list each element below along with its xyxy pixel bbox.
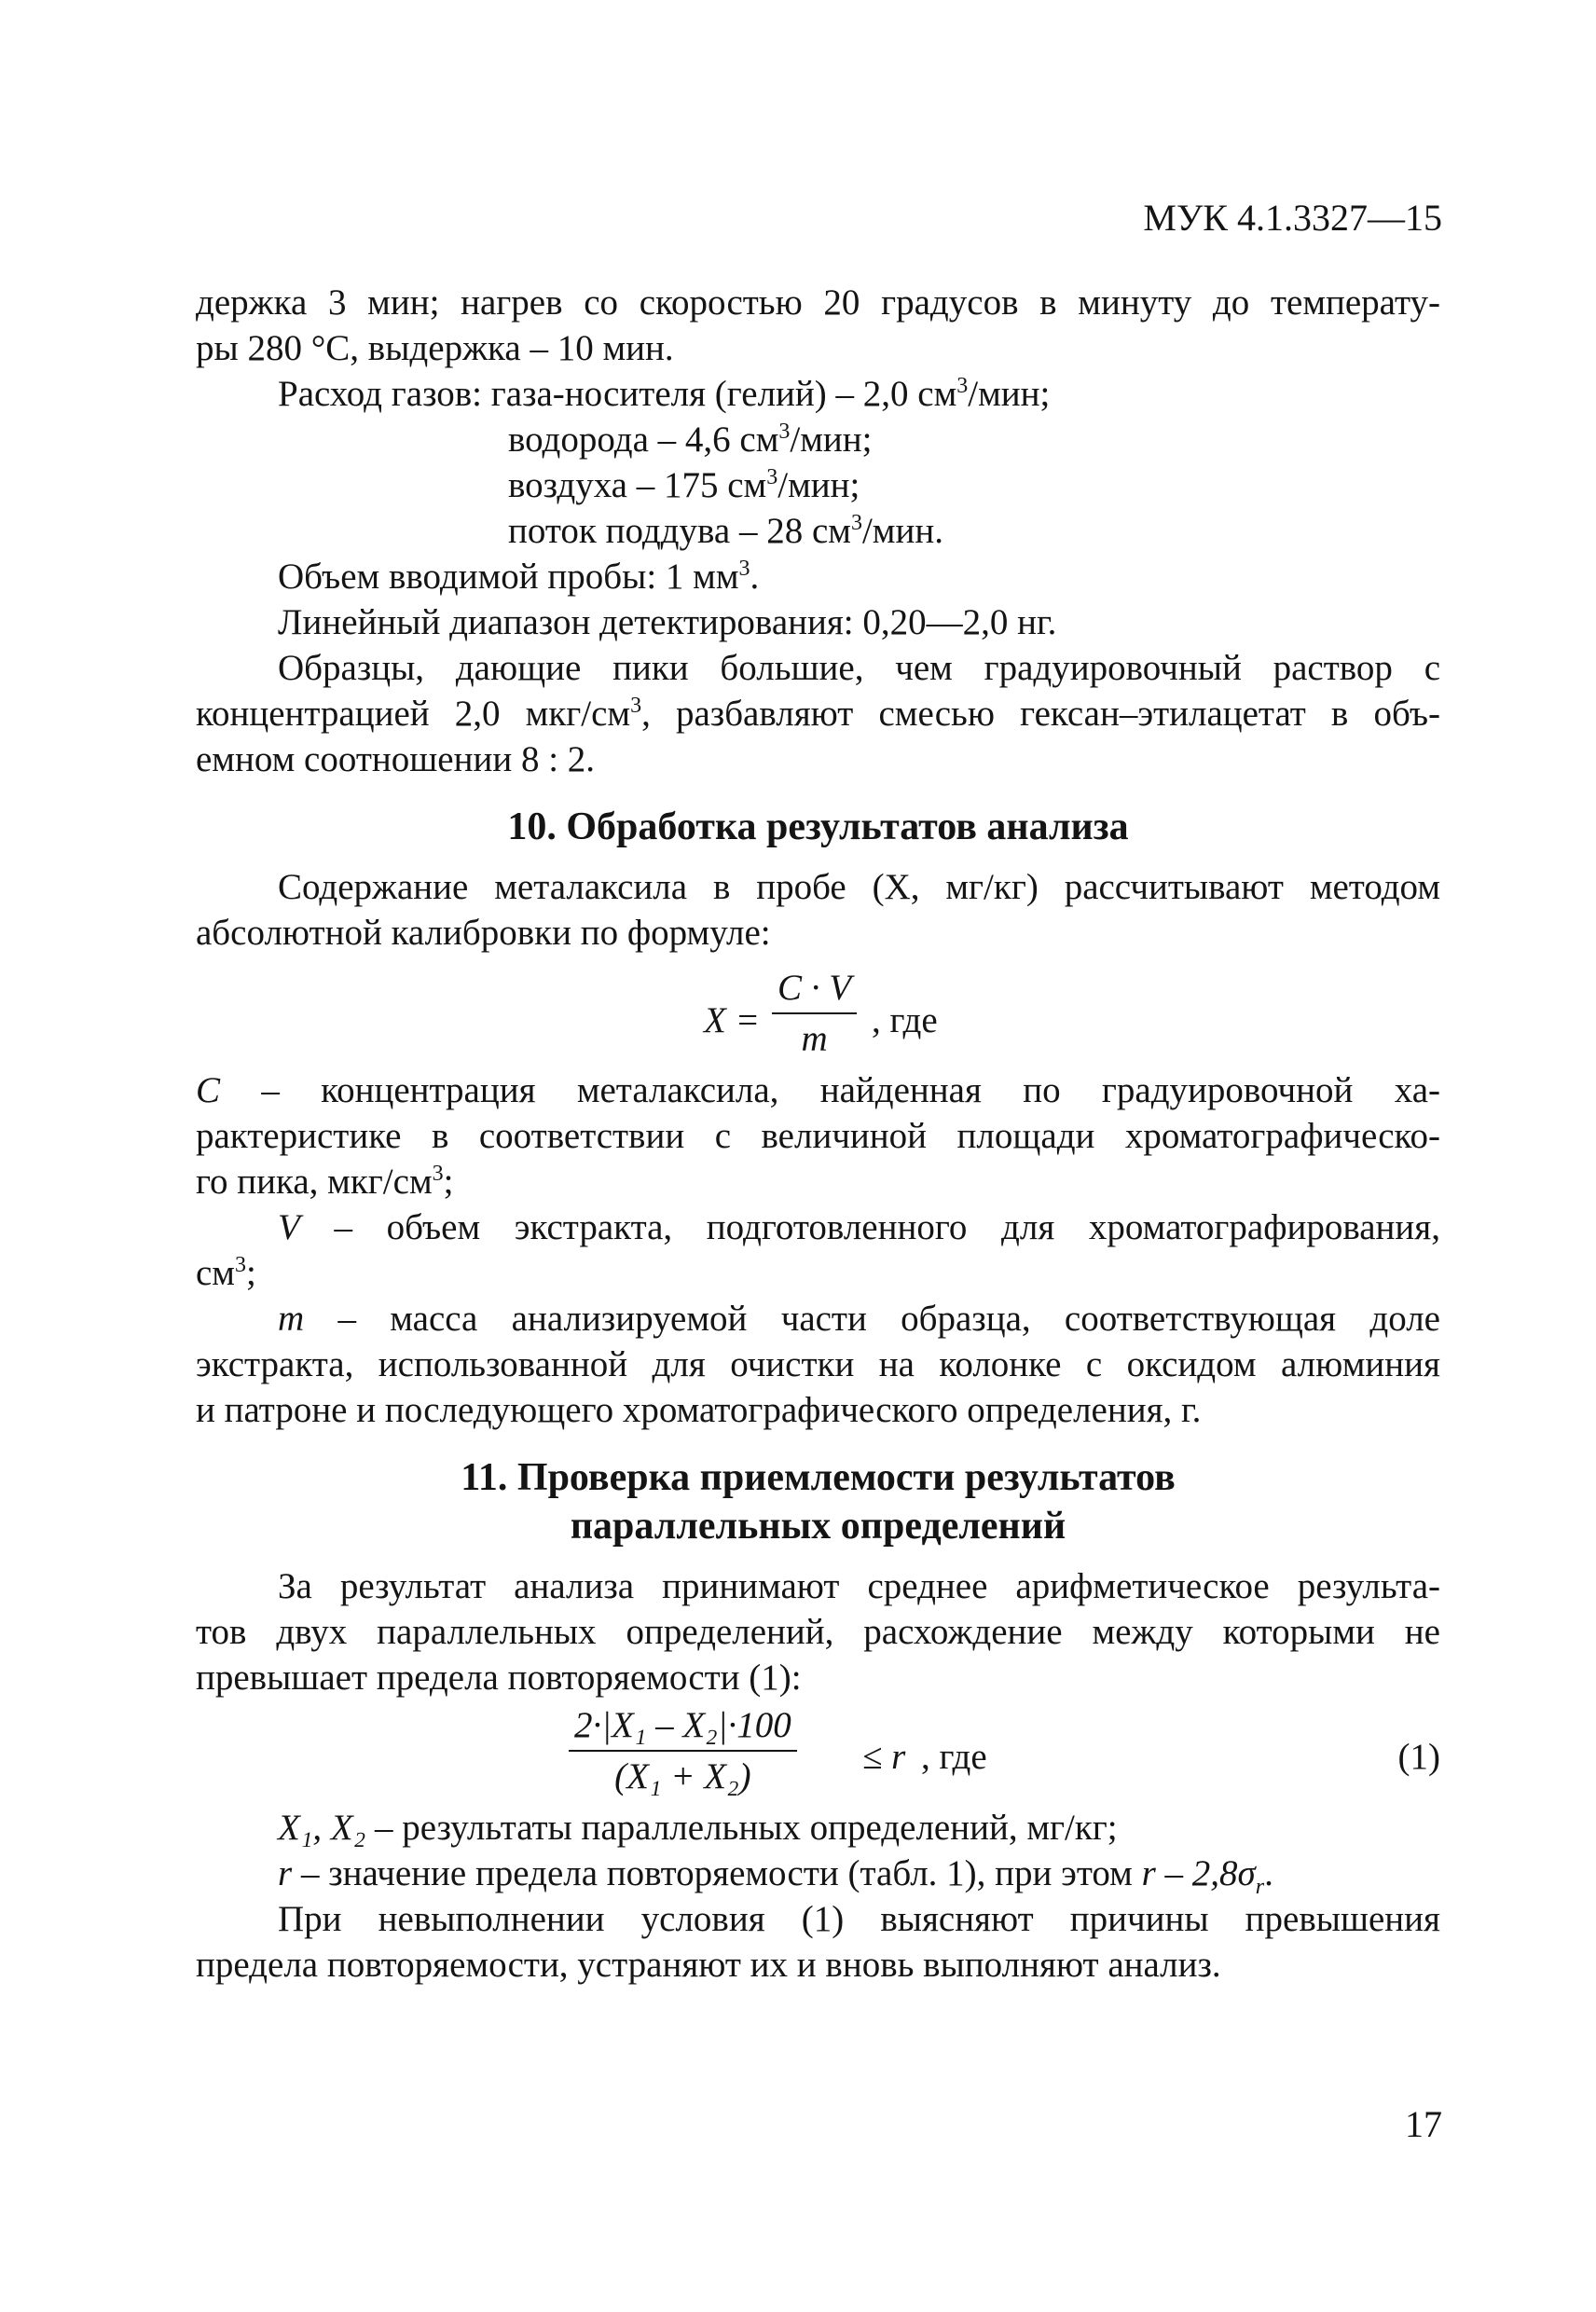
text-span: – масса анализируемой части образца, соответствующая доле xyxy=(304,1299,1440,1339)
variable: V xyxy=(278,1207,300,1247)
text-span: ; xyxy=(246,1253,256,1293)
variable: C xyxy=(196,1070,221,1110)
formula-numerator: 2·|X₁ – X₂|·100 xyxy=(569,1702,797,1752)
text-span: воздуха – 175 см xyxy=(508,465,767,505)
text-span: . xyxy=(750,557,760,597)
paragraph-line: абсолютной калибровки по формуле: xyxy=(196,913,771,953)
superscript: 3 xyxy=(850,511,862,535)
formula-denominator: (X₁ + X₂) xyxy=(614,1756,751,1796)
document-code-header: МУК 4.1.3327—15 xyxy=(1143,197,1442,239)
text-span: ; xyxy=(443,1162,454,1202)
paragraph-line: ры 280 °С, выдержка – 10 мин. xyxy=(196,328,674,368)
paragraph-line: держка 3 мин; нагрев со скоростью 20 градусов в минуту до температу- xyxy=(196,282,1440,323)
text-span: Объем вводимой пробы: 1 мм xyxy=(278,557,739,597)
definition-m xyxy=(196,1296,1440,1342)
text-span: – значение предела повторяемости (табл. 1), при этом xyxy=(292,1853,1142,1893)
section-heading-10: 10. Обработка результатов анализа xyxy=(507,805,1129,848)
text-span: поток поддува – 28 см xyxy=(508,511,851,551)
definition-v xyxy=(196,1204,1440,1250)
paragraph-line: тов двух параллельных определений, расхождение между которыми не xyxy=(196,1612,1440,1652)
formula-concentration xyxy=(196,956,1440,1067)
text-span: /мин. xyxy=(861,511,943,551)
text-span: /мин; xyxy=(790,420,873,460)
variable: r – 2,8σ xyxy=(1141,1853,1256,1893)
formula-rhs: ≤ r xyxy=(862,1737,906,1777)
paragraph-line: Содержание металаксила в пробе (X, мг/кг) рассчитывают методом xyxy=(278,867,1440,907)
page-body xyxy=(196,280,1440,1988)
gas-flow-air xyxy=(196,462,1440,508)
section-heading-11 xyxy=(196,1453,1440,1550)
definition-r xyxy=(196,1851,1440,1899)
subscript: r xyxy=(1255,1874,1265,1899)
definition-x xyxy=(196,1805,1440,1851)
equation-number: (1) xyxy=(1397,1737,1440,1777)
definition-c xyxy=(196,1067,1440,1113)
superscript: 3 xyxy=(738,557,750,581)
gas-flow-hydrogen xyxy=(196,417,1440,462)
text-span: Расход газов: газа-носителя (гелий) – 2,0 см xyxy=(278,374,957,414)
paragraph-line xyxy=(196,1159,1440,1204)
paragraph-line: рактеристике в соответствии с величиной площади хроматографическо- xyxy=(196,1116,1440,1156)
formula-suffix: , где xyxy=(921,1737,987,1777)
superscript: 3 xyxy=(766,465,778,489)
text-span: – концентрация металаксила, найденная по градуировочной ха- xyxy=(220,1070,1440,1110)
text-span: /мин; xyxy=(968,374,1051,414)
gas-flow-purge xyxy=(196,508,1440,554)
paragraph-line: экстракта, использованной для очистки на колонке с оксидом алюминия xyxy=(196,1344,1440,1384)
variable: m xyxy=(278,1299,305,1339)
paragraph-line xyxy=(196,691,1440,736)
text-span: – результаты параллельных определений, мг/кг; xyxy=(365,1808,1118,1848)
variable: r xyxy=(278,1853,293,1893)
text-span: . xyxy=(1264,1853,1273,1893)
paragraph-line: Образцы, дающие пики большие, чем градуировочный раствор с xyxy=(278,648,1440,688)
superscript: 3 xyxy=(235,1253,246,1277)
superscript: 3 xyxy=(956,374,969,398)
text-span: – объем экстракта, подготовленного для хроматографирования, xyxy=(299,1207,1440,1247)
formula-lhs: X = xyxy=(704,1000,760,1040)
formula-repeatability xyxy=(196,1700,1440,1805)
sample-volume xyxy=(196,554,1440,599)
formula-fraction xyxy=(569,1702,797,1799)
superscript: 3 xyxy=(432,1162,444,1186)
paragraph-line xyxy=(196,1250,1440,1296)
superscript: 3 xyxy=(630,694,642,718)
text-span: , разбавляют смесью гексан–этилацетат в объ- xyxy=(641,694,1441,734)
paragraph-line: и патроне и последующего хроматографического определения, г. xyxy=(196,1390,1202,1430)
text-span: концентрацией 2,0 мкг/см xyxy=(196,694,631,734)
variable: X₁, X₂ xyxy=(278,1808,366,1848)
text-span: см xyxy=(196,1253,235,1293)
heading-line: 11. Проверка приемлемости результатов xyxy=(461,1456,1176,1499)
paragraph-line: емном соотношении 8 : 2. xyxy=(196,739,596,779)
page-number: 17 xyxy=(1405,2103,1442,2145)
formula-numerator: C · V xyxy=(772,965,857,1014)
paragraph-line: предела повторяемости, устраняют их и вновь выполняют анализ. xyxy=(196,1945,1221,1985)
formula-fraction xyxy=(772,965,857,1062)
text-span: водорода – 4,6 см xyxy=(508,420,779,460)
paragraph-line: При невыполнении условия (1) выясняют причины превышения xyxy=(278,1899,1440,1939)
text-span: го пика, мкг/см xyxy=(196,1162,433,1202)
formula-denominator: m xyxy=(801,1019,828,1059)
gas-flow-carrier xyxy=(196,371,1440,417)
superscript: 3 xyxy=(778,420,791,444)
linear-range: Линейный диапазон детектирования: 0,20—2,0 нг. xyxy=(278,602,1057,642)
formula-suffix: , где xyxy=(872,1000,938,1040)
heading-line: параллельных определений xyxy=(570,1505,1066,1548)
text-span: /мин; xyxy=(777,465,860,505)
paragraph-line: превышает предела повторяемости (1): xyxy=(196,1658,802,1698)
paragraph-line: За результат анализа принимают среднее арифметическое результа- xyxy=(278,1566,1440,1606)
